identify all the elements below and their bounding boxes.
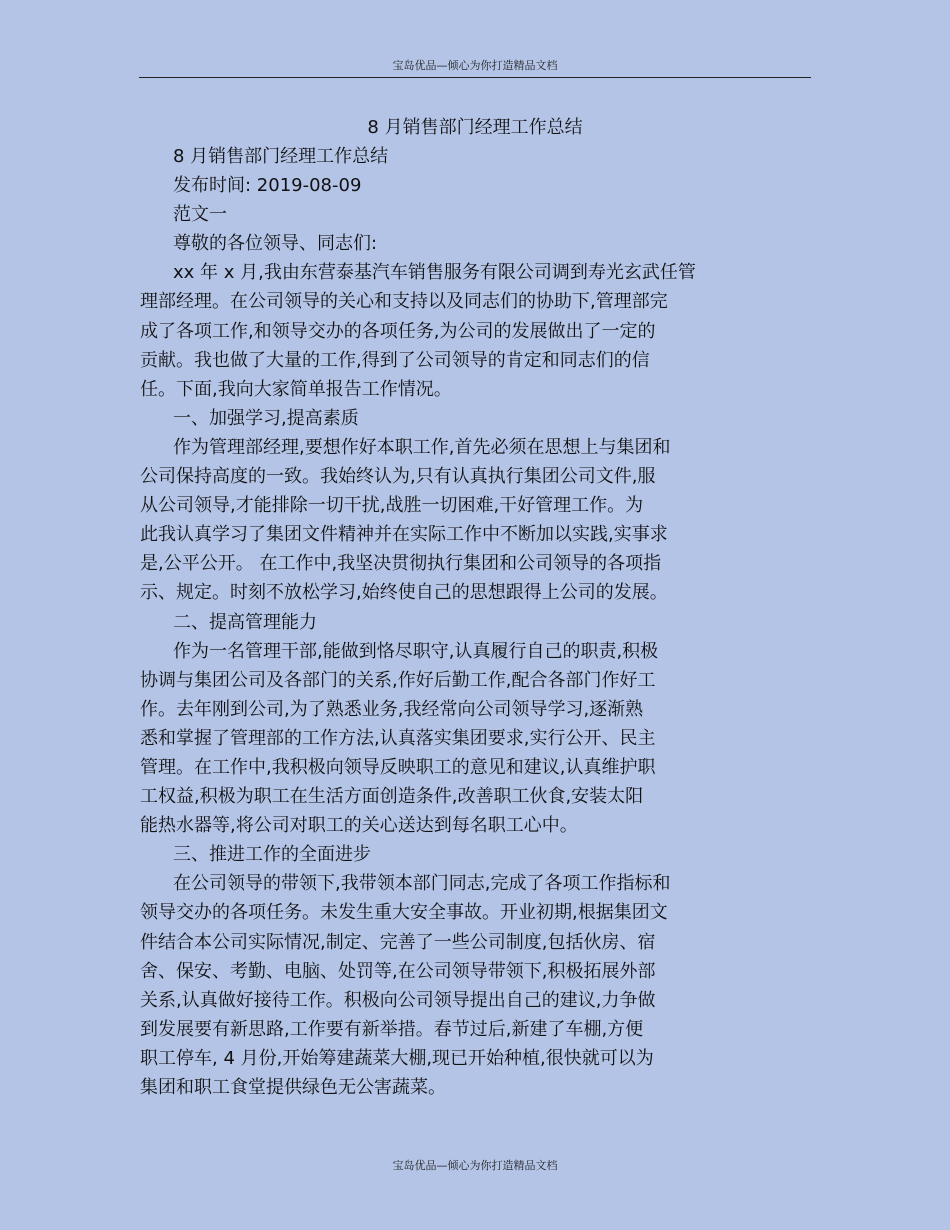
body-line: 工权益,积极为职工在生活方面创造条件,改善职工伙食,安装太阳 — [140, 786, 644, 808]
body-line: 理部经理。在公司领导的关心和支持以及同志们的协助下,管理部完 — [140, 291, 668, 313]
body-line: 成了各项工作,和领导交办的各项任务,为公司的发展做出了一定的 — [140, 320, 656, 342]
body-line: 悉和掌握了管理部的工作方法,认真落实集团要求,实行公开、民主 — [140, 727, 656, 749]
body-line: 作。去年刚到公司,为了熟悉业务,我经常向公司领导学习,逐渐熟 — [140, 698, 644, 720]
body-line: 任。下面,我向大家简单报告工作情况。 — [140, 378, 452, 400]
body-line: 示、规定。时刻不放松学习,始终使自己的思想跟得上公司的发展。 — [140, 582, 668, 604]
body-line: 发布时间: 2019-08-09 — [173, 175, 362, 197]
body-line: 件结合本公司实际情况,制定、完善了一些公司制度,包括伙房、宿 — [140, 931, 656, 953]
body-line: 是,公平公开。 在工作中,我坚决贯彻执行集团和公司领导的各项指 — [140, 553, 662, 575]
body-line: 公司保持高度的一致。我始终认为,只有认真执行集团公司文件,服 — [140, 466, 656, 488]
body-line: 关系,认真做好接待工作。积极向公司领导提出自己的建议,力争做 — [140, 989, 656, 1011]
body-line: 一、加强学习,提高素质 — [173, 407, 359, 429]
body-line: 二、提高管理能力 — [173, 611, 317, 633]
body-line: 贡献。我也做了大量的工作,得到了公司领导的肯定和同志们的信 — [140, 349, 650, 371]
document-title: 8 月销售部门经理工作总结 — [367, 117, 583, 138]
body-line: 管理。在工作中,我积极向领导反映职工的意见和建议,认真维护职 — [140, 756, 656, 778]
body-line: 从公司领导,才能排除一切干扰,战胜一切困难,干好管理工作。为 — [140, 495, 644, 517]
body-line: 舍、保安、考勤、电脑、处罚等,在公司领导带领下,积极拓展外部 — [140, 960, 656, 982]
body-line: 协调与集团公司及各部门的关系,作好后勤工作,配合各部门作好工 — [140, 669, 656, 691]
body-line: xx 年 x 月,我由东营泰基汽车销售服务有限公司调到寿光玄武任管 — [173, 262, 696, 284]
body-line: 范文一 — [173, 204, 227, 226]
document-body — [140, 142, 772, 1102]
body-line: 作为一名管理干部,能做到恪尽职守,认真履行自己的职责,积极 — [173, 640, 659, 662]
body-line: 8 月销售部门经理工作总结 — [173, 146, 389, 167]
body-line: 作为管理部经理,要想作好本职工作,首先必须在思想上与集团和 — [173, 436, 671, 458]
header-text: 宝岛优品—倾心为你打造精品文档 — [392, 59, 558, 72]
body-line: 能热水器等,将公司对职工的关心送达到每名职工心中。 — [140, 815, 578, 837]
body-line: 此我认真学习了集团文件精神并在实际工作中不断加以实践,实事求 — [140, 524, 668, 546]
body-line: 尊敬的各位领导、同志们: — [173, 233, 378, 255]
body-line: 到发展要有新思路,工作要有新举措。春节过后,新建了车棚,方便 — [140, 1018, 644, 1040]
body-line: 领导交办的各项任务。未发生重大安全事故。开业初期,根据集团文 — [140, 902, 668, 924]
body-line: 在公司领导的带领下,我带领本部门同志,完成了各项工作指标和 — [173, 873, 671, 895]
body-line: 职工停车, 4 月份,开始筹建蔬菜大棚,现已开始种植,很快就可以为 — [140, 1047, 654, 1069]
header-divider — [139, 77, 811, 78]
body-line: 集团和职工食堂提供绿色无公害蔬菜。 — [140, 1077, 446, 1098]
footer-text: 宝岛优品—倾心为你打造精品文档 — [392, 1159, 558, 1172]
body-line: 三、推进工作的全面进步 — [173, 844, 371, 866]
